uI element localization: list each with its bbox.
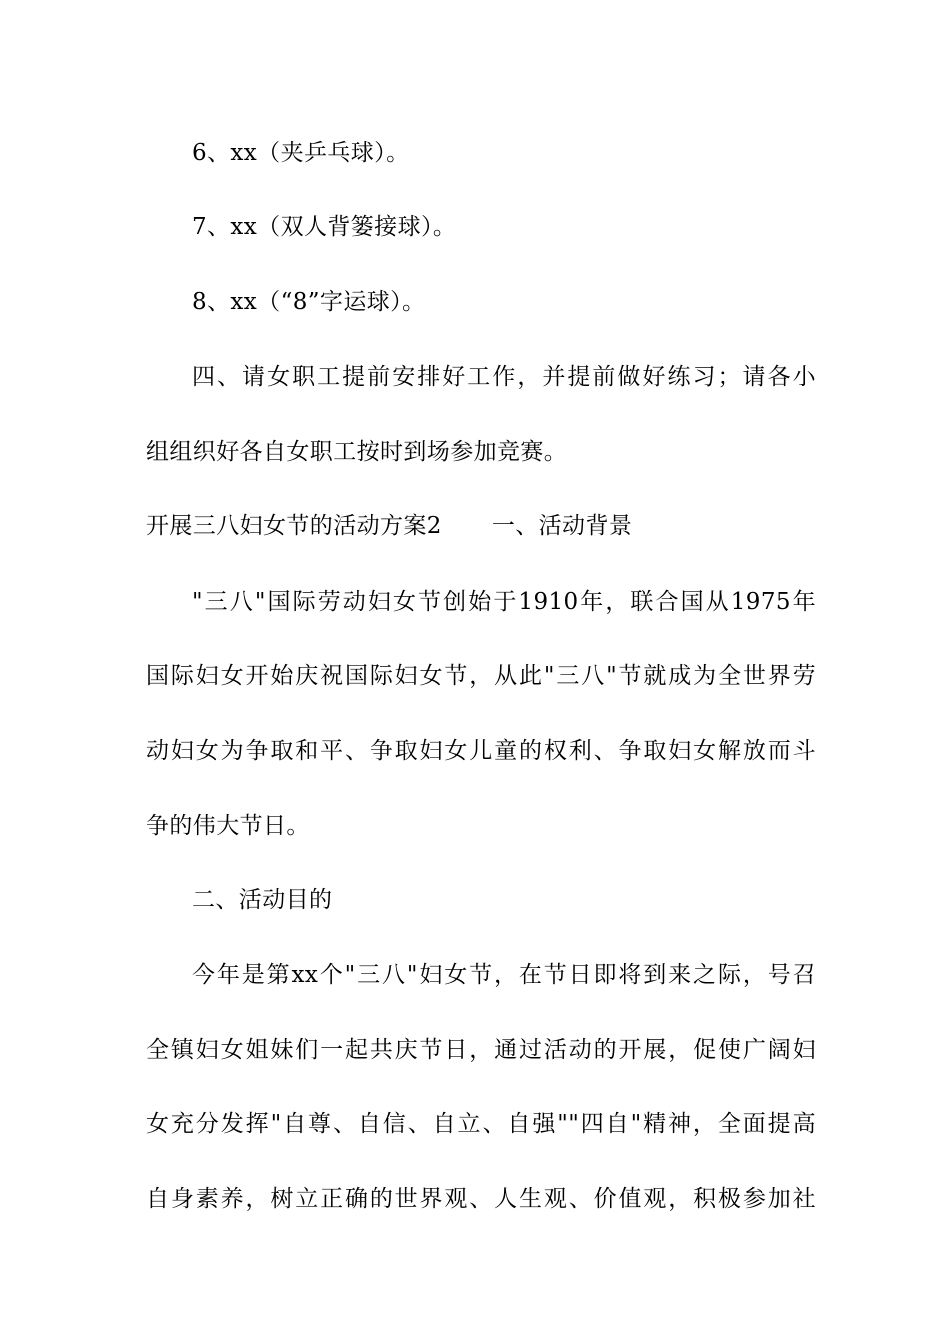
background-paragraph-line-1: "三八"国际劳动妇女节创始于1910年，联合国从1975年 <box>192 589 816 615</box>
paragraph-4-line-2: 组组织好各自女职工按时到场参加竞赛。 <box>146 439 568 465</box>
background-paragraph-line-4: 争的伟大节日。 <box>146 813 310 839</box>
plan-title: 开展三八妇女节的活动方案2 <box>146 513 442 539</box>
background-paragraph-line-2: 国际妇女开始庆祝国际妇女节，从此"三八"节就成为全世界劳 <box>146 663 816 689</box>
purpose-paragraph-line-3: 女充分发挥"自尊、自信、自立、自强""四自"精神，全面提高 <box>146 1111 816 1137</box>
purpose-paragraph-line-2: 全镇妇女姐妹们一起共庆节日，通过活动的开展，促使广阔妇 <box>146 1037 816 1063</box>
list-item-7: 7、xx（双人背篓接球）。 <box>192 214 457 240</box>
section-heading-row <box>146 510 816 542</box>
purpose-paragraph-line-4: 自身素养，树立正确的世界观、人生观、价值观，积极参加社 <box>146 1186 816 1212</box>
heading-activity-purpose: 二、活动目的 <box>192 887 333 913</box>
purpose-paragraph-line-1: 今年是第xx个"三八"妇女节，在节日即将到来之际，号召 <box>192 962 816 988</box>
list-item-6: 6、xx（夹乒乓球）。 <box>192 140 410 166</box>
paragraph-4-line-1: 四、请女职工提前安排好工作，并提前做好练习；请各小 <box>192 364 816 390</box>
background-paragraph-line-3: 动妇女为争取和平、争取妇女儿童的权利、争取妇女解放而斗 <box>146 738 816 764</box>
list-item-8: 8、xx（“8”字运球）。 <box>192 289 426 315</box>
heading-activity-background: 一、活动背景 <box>491 513 633 539</box>
